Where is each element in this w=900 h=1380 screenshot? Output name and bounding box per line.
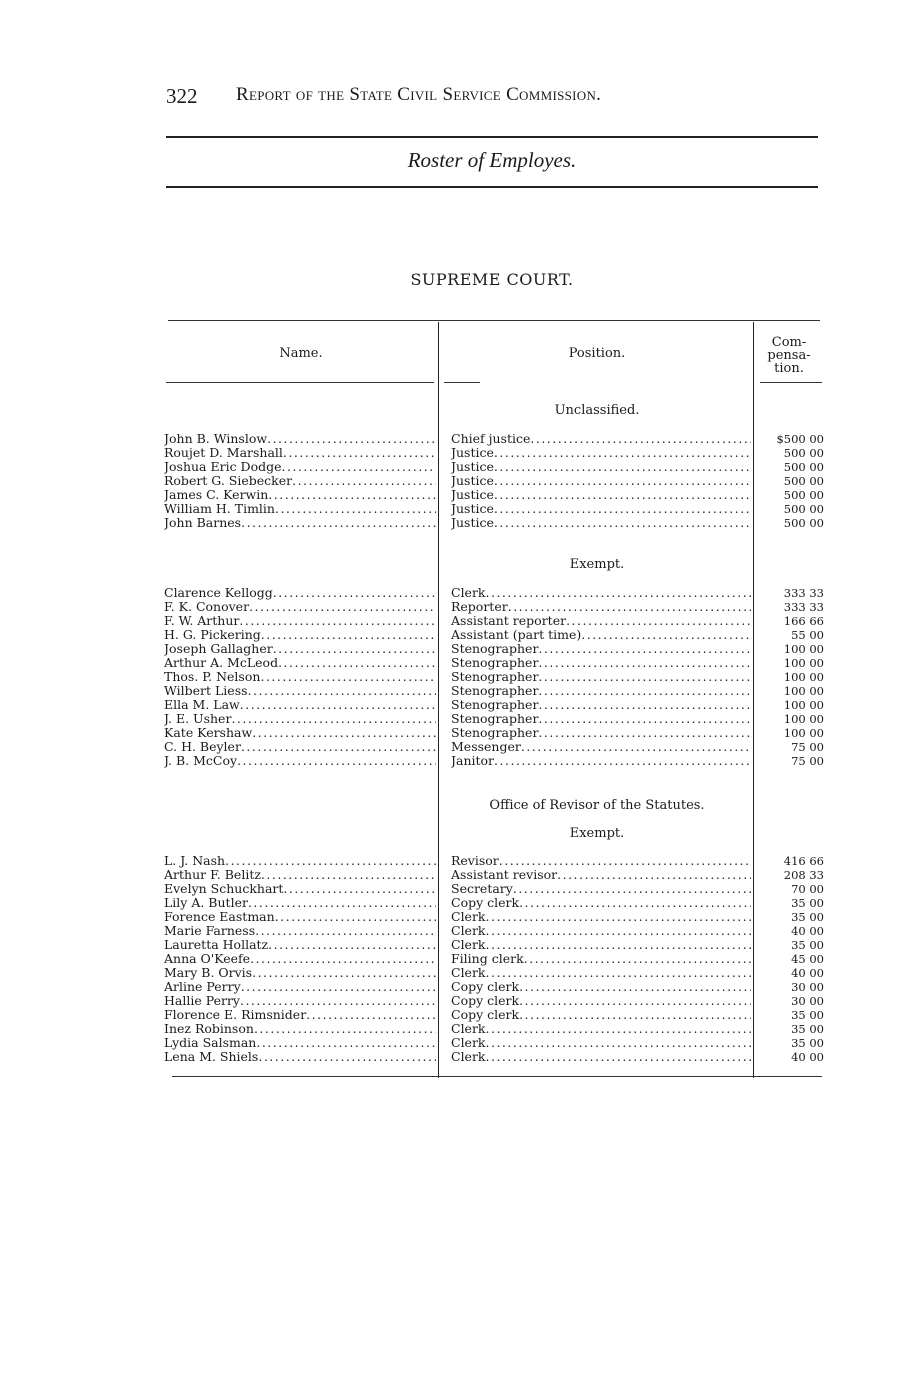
employee-name: Evelyn Schuckhart [164, 882, 284, 896]
employee-name: Joseph Gallagher [164, 642, 273, 656]
employee-position: Stenographer [451, 698, 539, 712]
employee-name: John Barnes [164, 516, 242, 530]
column-header-position: Position. [568, 346, 626, 361]
employee-compensation: 35 00 [791, 896, 824, 910]
table-row [0, 432, 900, 446]
employee-name: John B. Winslow [164, 432, 268, 446]
employee-name: Arthur F. Belitz [164, 868, 261, 882]
employee-name: Roujet D. Marshall [164, 446, 283, 460]
employee-compensation: 100 00 [783, 670, 824, 684]
employee-compensation: 40 00 [791, 966, 824, 980]
employee-compensation: 40 00 [791, 1050, 824, 1064]
table-row [0, 488, 900, 502]
table-row [0, 1050, 900, 1064]
table-row [0, 628, 900, 642]
table-row [0, 656, 900, 670]
table-top-rule [168, 320, 820, 321]
employee-name: H. G. Pickering [164, 628, 261, 642]
group-rows-unclassified [0, 432, 900, 530]
table-row [0, 938, 900, 952]
table-row [0, 642, 900, 656]
table-row [0, 910, 900, 924]
employee-position: Messenger [451, 740, 521, 754]
employee-name: Mary B. Orvis [164, 966, 253, 980]
employee-name: Lydia Salsman [164, 1036, 257, 1050]
employee-position: Clerk [451, 924, 486, 938]
employee-compensation: 45 00 [791, 952, 824, 966]
employee-compensation: 100 00 [783, 726, 824, 740]
employee-compensation: 100 00 [783, 698, 824, 712]
employee-position: Chief justice [451, 432, 531, 446]
table-row [0, 868, 900, 882]
employee-compensation: 166 66 [783, 614, 824, 628]
employee-position: Justice [451, 488, 494, 502]
employee-compensation: 500 00 [783, 488, 824, 502]
employee-name: Hallie Perry [164, 994, 240, 1008]
employee-compensation: 100 00 [783, 642, 824, 656]
employee-name: J. E. Usher [164, 712, 232, 726]
table-row [0, 896, 900, 910]
employee-position: Copy clerk [451, 1008, 520, 1022]
group-subheading-exempt: Exempt. [569, 826, 625, 841]
employee-position: Revisor [451, 854, 499, 868]
column-header-compensation-line2: pensa- [767, 348, 811, 363]
employee-name: F. K. Conover [164, 600, 250, 614]
employee-name: Thos. P. Nelson [164, 670, 261, 684]
roster-subtitle: Roster of Employes. [407, 148, 577, 172]
employee-position: Copy clerk [451, 994, 520, 1008]
table-row [0, 1008, 900, 1022]
employee-position: Assistant revisor [451, 868, 558, 882]
header-rule-top [166, 136, 818, 138]
employee-name: Florence E. Rimsnider [164, 1008, 307, 1022]
employee-compensation: 75 00 [791, 740, 824, 754]
header-underline-comp [760, 382, 822, 383]
employee-compensation: 35 00 [791, 1008, 824, 1022]
employee-position: Justice [451, 446, 494, 460]
header-underline-position [444, 382, 480, 383]
employee-compensation: 35 00 [791, 910, 824, 924]
employee-name: Anna O'Keefe [164, 952, 251, 966]
employee-name: James C. Kerwin [164, 488, 269, 502]
employee-compensation: 30 00 [791, 994, 824, 1008]
employee-name: Wilbert Liess [164, 684, 248, 698]
employee-name: Forence Eastman [164, 910, 275, 924]
employee-position: Clerk [451, 966, 486, 980]
employee-compensation: 500 00 [783, 516, 824, 530]
employee-name: Marie Farness [164, 924, 256, 938]
table-row [0, 1022, 900, 1036]
table-bottom-rule [172, 1076, 822, 1077]
employee-position: Stenographer [451, 642, 539, 656]
table-row [0, 600, 900, 614]
employee-compensation: 55 00 [791, 628, 824, 642]
employee-name: William H. Timlin [164, 502, 275, 516]
running-title: Report of the State Civil Service Commission. [236, 84, 602, 105]
table-row [0, 446, 900, 460]
group-heading-exempt: Exempt. [569, 557, 625, 572]
employee-position: Justice [451, 502, 494, 516]
employee-compensation: 500 00 [783, 446, 824, 460]
employee-position: Copy clerk [451, 980, 520, 994]
employee-compensation: 416 66 [783, 854, 824, 868]
employee-name: C. H. Beyler [164, 740, 241, 754]
employee-compensation: 100 00 [783, 656, 824, 670]
table-row [0, 966, 900, 980]
employee-position: Secretary [451, 882, 513, 896]
employee-position: Justice [451, 516, 494, 530]
employee-position: Justice [451, 460, 494, 474]
table-row [0, 854, 900, 868]
column-header-compensation-line1: Com- [771, 335, 807, 350]
employee-position: Stenographer [451, 670, 539, 684]
employee-position: Stenographer [451, 656, 539, 670]
employee-compensation: 333 33 [783, 586, 824, 600]
table-row [0, 474, 900, 488]
table-row [0, 712, 900, 726]
employee-name: L. J. Nash [164, 854, 226, 868]
employee-position: Clerk [451, 586, 486, 600]
employee-compensation: 30 00 [791, 980, 824, 994]
table-row [0, 684, 900, 698]
employee-compensation: 75 00 [791, 754, 824, 768]
employee-name: Arthur A. McLeod [164, 656, 279, 670]
employee-position: Clerk [451, 1022, 486, 1036]
employee-name: Lily A. Butler [164, 896, 248, 910]
employee-compensation: 40 00 [791, 924, 824, 938]
table-row [0, 740, 900, 754]
group-rows-revisor-office [0, 854, 900, 1064]
column-header-name: Name. [279, 346, 323, 361]
section-title: SUPREME COURT. [410, 270, 574, 289]
employee-position: Stenographer [451, 684, 539, 698]
employee-compensation: 35 00 [791, 1022, 824, 1036]
employee-compensation: 208 33 [783, 868, 824, 882]
table-row [0, 670, 900, 684]
table-row [0, 1036, 900, 1050]
header-underline-name [166, 382, 434, 383]
table-row [0, 614, 900, 628]
employee-compensation: 35 00 [791, 938, 824, 952]
column-header-compensation [756, 336, 822, 375]
employee-position: Clerk [451, 1036, 486, 1050]
table-row [0, 502, 900, 516]
table-row [0, 726, 900, 740]
table-row [0, 924, 900, 938]
table-row [0, 980, 900, 994]
employee-compensation: 100 00 [783, 712, 824, 726]
employee-position: Janitor [451, 754, 495, 768]
table-row [0, 586, 900, 600]
employee-name: Clarence Kellogg [164, 586, 273, 600]
employee-name: J. B. McCoy [164, 754, 238, 768]
employee-position: Copy clerk [451, 896, 520, 910]
employee-compensation: 500 00 [783, 502, 824, 516]
employee-position: Clerk [451, 910, 486, 924]
employee-position: Clerk [451, 1050, 486, 1064]
table-row [0, 754, 900, 768]
employee-compensation: 70 00 [791, 882, 824, 896]
employee-compensation: $500 00 [776, 432, 824, 446]
employee-position: Clerk [451, 938, 486, 952]
employee-position: Assistant (part time) [451, 628, 582, 642]
header-rule-bottom [166, 186, 818, 188]
page-number: 322 [166, 84, 198, 108]
group-heading-unclassified: Unclassified. [554, 403, 640, 418]
group-rows-exempt [0, 586, 900, 768]
employee-name: Ella M. Law [164, 698, 240, 712]
employee-name: Joshua Eric Dodge [164, 460, 282, 474]
employee-position: Reporter [451, 600, 508, 614]
employee-name: Inez Robinson [164, 1022, 254, 1036]
employee-compensation: 333 33 [783, 600, 824, 614]
table-row [0, 460, 900, 474]
employee-position: Justice [451, 474, 494, 488]
employee-position: Assistant reporter [451, 614, 567, 628]
employee-name: Kate Kershaw [164, 726, 253, 740]
table-row [0, 994, 900, 1008]
table-row [0, 516, 900, 530]
employee-compensation: 500 00 [783, 474, 824, 488]
employee-name: Lena M. Shiels [164, 1050, 259, 1064]
employee-name: Arline Perry [164, 980, 241, 994]
employee-compensation: 35 00 [791, 1036, 824, 1050]
employee-position: Stenographer [451, 726, 539, 740]
employee-compensation: 500 00 [783, 460, 824, 474]
employee-name: Lauretta Hollatz [164, 938, 269, 952]
employee-compensation: 100 00 [783, 684, 824, 698]
employee-position: Filing clerk [451, 952, 524, 966]
table-row [0, 952, 900, 966]
employee-position: Stenographer [451, 712, 539, 726]
table-row [0, 698, 900, 712]
employee-name: F. W. Arthur [164, 614, 240, 628]
column-header-compensation-line3: tion. [774, 361, 804, 376]
employee-name: Robert G. Siebecker [164, 474, 293, 488]
group-heading-revisor-office: Office of Revisor of the Statutes. [489, 798, 705, 813]
table-row [0, 882, 900, 896]
